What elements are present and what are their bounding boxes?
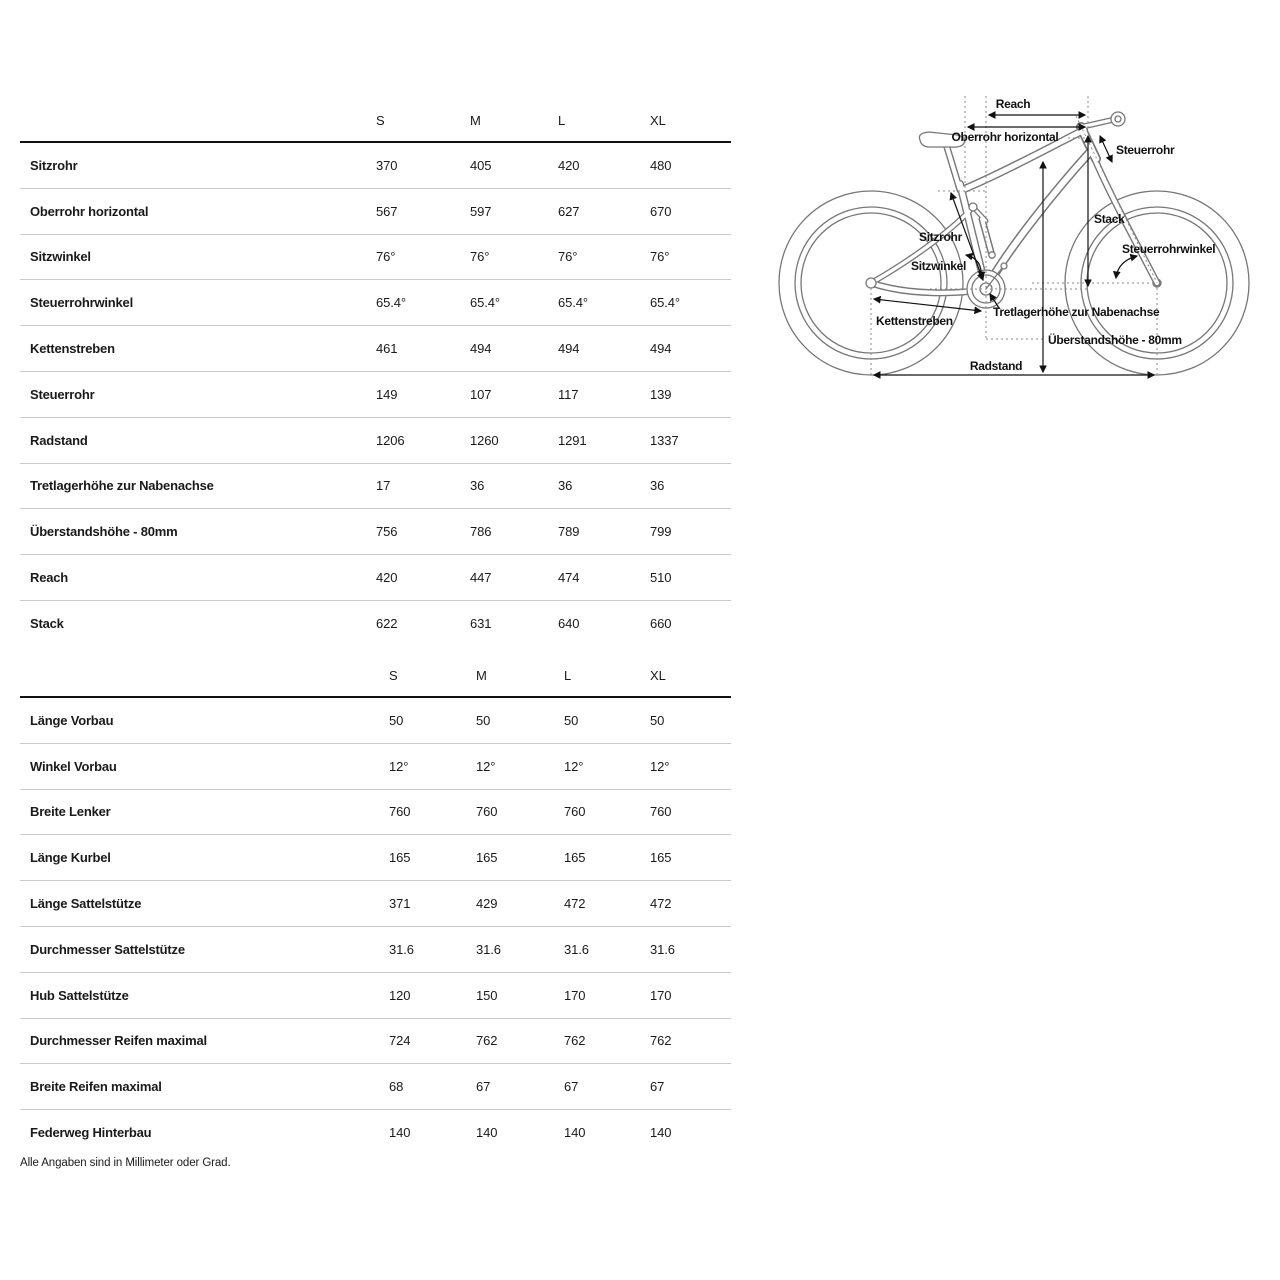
geometry-table-components (20, 654, 731, 1155)
table-row (20, 927, 731, 973)
row-value: 165 (564, 850, 586, 866)
stack-label: Stack (1094, 212, 1125, 226)
row-value: 567 (376, 203, 398, 219)
row-value: 12° (564, 758, 584, 774)
row-label: Durchmesser Reifen maximal (30, 1033, 207, 1049)
rear-dropout (866, 278, 876, 288)
head-angle-arc (1116, 256, 1137, 278)
row-value: 12° (389, 758, 409, 774)
row-label: Überstandshöhe - 80mm (30, 524, 178, 540)
row-value: 474 (558, 570, 580, 586)
row-label: Länge Kurbel (30, 850, 111, 866)
row-value: 31.6 (389, 941, 414, 957)
row-value: 67 (476, 1079, 491, 1095)
row-value: 371 (389, 896, 411, 912)
row-value: 76° (470, 249, 490, 265)
row-value: 149 (376, 386, 398, 402)
row-value: 447 (470, 570, 492, 586)
column-header: L (564, 667, 572, 683)
chainstay-label: Kettenstreben (876, 314, 953, 328)
row-value: 1291 (558, 432, 587, 448)
row-value: 670 (650, 203, 672, 219)
row-value: 480 (650, 157, 672, 173)
units-note: Alle Angaben sind in Millimeter oder Grad. (20, 1157, 231, 1169)
reach-label: Reach (995, 97, 1031, 111)
row-value: 1337 (650, 432, 679, 448)
wheelbase-label: Radstand (969, 359, 1023, 373)
row-value: 107 (470, 386, 492, 402)
row-value: 36 (470, 478, 485, 494)
row-value: 762 (476, 1033, 498, 1049)
row-value: 140 (650, 1125, 672, 1141)
table-row (20, 790, 731, 836)
row-value: 762 (650, 1033, 672, 1049)
row-value: 1260 (470, 432, 499, 448)
table-header (20, 99, 731, 143)
row-value: 65.4° (376, 295, 407, 311)
table-row (20, 835, 731, 881)
column-header: XL (650, 112, 666, 128)
row-label: Kettenstreben (30, 341, 115, 357)
row-value: 799 (650, 524, 672, 540)
row-label: Steuerrohr (30, 386, 95, 402)
row-value: 494 (558, 341, 580, 357)
table-row (20, 1019, 731, 1065)
row-value: 420 (376, 570, 398, 586)
row-value: 50 (650, 712, 665, 728)
table-row (20, 280, 731, 326)
row-value: 789 (558, 524, 580, 540)
shock-eyelet (989, 252, 995, 258)
row-value: 420 (558, 157, 580, 173)
table-row (20, 555, 731, 601)
table-row (20, 189, 731, 235)
row-value: 640 (558, 615, 580, 631)
seat-angle-label: Sitzwinkel (911, 259, 967, 273)
row-value: 36 (650, 478, 665, 494)
row-label: Länge Vorbau (30, 712, 114, 728)
row-label: Hub Sattelstütze (30, 987, 129, 1003)
row-value: 67 (650, 1079, 665, 1095)
row-label: Breite Reifen maximal (30, 1079, 162, 1095)
row-label: Oberrohr horizontal (30, 203, 149, 219)
row-value: 50 (389, 712, 404, 728)
headtube-arrow (1100, 136, 1112, 162)
row-value: 1206 (376, 432, 405, 448)
rocker-pivot (969, 203, 977, 211)
pedal (1001, 263, 1007, 269)
row-value: 756 (376, 524, 398, 540)
table-row (20, 372, 731, 418)
row-label: Durchmesser Sattelstütze (30, 941, 185, 957)
row-label: Steuerrohrwinkel (30, 295, 133, 311)
row-label: Federweg Hinterbau (30, 1125, 152, 1141)
row-label: Sitzrohr (30, 157, 78, 173)
row-value: 170 (650, 987, 672, 1003)
chainstay-arrow (874, 299, 981, 311)
row-value: 165 (650, 850, 672, 866)
table-row (20, 418, 731, 464)
column-header: M (470, 112, 481, 128)
row-value: 150 (476, 987, 498, 1003)
row-value: 165 (476, 850, 498, 866)
row-value: 68 (389, 1079, 404, 1095)
row-value: 622 (376, 615, 398, 631)
geometry-table-frame (20, 99, 731, 646)
row-value: 12° (476, 758, 496, 774)
row-value: 724 (389, 1033, 411, 1049)
row-value: 31.6 (476, 941, 501, 957)
bike-geometry-diagram (760, 80, 1280, 390)
row-value: 50 (564, 712, 579, 728)
row-value: 762 (564, 1033, 586, 1049)
row-value: 12° (650, 758, 670, 774)
row-label: Tretlagerhöhe zur Nabenachse (30, 478, 214, 494)
row-value: 117 (558, 386, 579, 402)
row-value: 140 (476, 1125, 498, 1141)
row-value: 65.4° (558, 295, 589, 311)
column-header: S (376, 112, 385, 128)
row-value: 760 (389, 804, 411, 820)
bb-height-label: Tretlagerhöhe zur Nabenachse (993, 305, 1160, 319)
column-header: XL (650, 667, 666, 683)
column-header: M (476, 667, 487, 683)
table-row (20, 973, 731, 1019)
row-value: 36 (558, 478, 573, 494)
row-value: 65.4° (650, 295, 681, 311)
row-value: 472 (564, 896, 586, 912)
headtube-label: Steuerrohr (1116, 143, 1175, 157)
row-value: 631 (470, 615, 492, 631)
row-value: 786 (470, 524, 492, 540)
row-value: 429 (476, 896, 498, 912)
table-row (20, 464, 731, 510)
row-value: 120 (389, 987, 411, 1003)
row-value: 461 (376, 341, 398, 357)
table-header (20, 654, 731, 698)
table-body (20, 698, 731, 1155)
row-value: 760 (476, 804, 498, 820)
column-header: L (558, 112, 566, 128)
row-value: 50 (476, 712, 491, 728)
row-value: 472 (650, 896, 672, 912)
row-value: 67 (564, 1079, 579, 1095)
row-value: 140 (564, 1125, 586, 1141)
table-row (20, 601, 731, 646)
row-value: 140 (389, 1125, 411, 1141)
seattube-label: Sitzrohr (919, 230, 962, 244)
row-value: 31.6 (564, 941, 589, 957)
table-body (20, 143, 731, 646)
row-label: Reach (30, 570, 69, 586)
table-row (20, 744, 731, 790)
table-row (20, 326, 731, 372)
row-value: 760 (564, 804, 586, 820)
table-row (20, 1110, 731, 1155)
column-header: S (389, 667, 398, 683)
standover-label: Überstandshöhe - 80mm (1048, 333, 1182, 347)
row-value: 170 (564, 987, 586, 1003)
row-label: Stack (30, 615, 64, 631)
row-value: 597 (470, 203, 492, 219)
row-value: 494 (470, 341, 492, 357)
row-value: 17 (376, 478, 391, 494)
row-value: 494 (650, 341, 672, 357)
row-value: 139 (650, 386, 672, 402)
row-label: Länge Sattelstütze (30, 896, 142, 912)
row-value: 405 (470, 157, 492, 173)
table-row (20, 881, 731, 927)
row-value: 76° (376, 249, 396, 265)
row-label: Breite Lenker (30, 804, 111, 820)
row-value: 660 (650, 615, 672, 631)
row-value: 760 (650, 804, 672, 820)
row-value: 76° (558, 249, 578, 265)
row-value: 65.4° (470, 295, 501, 311)
table-row (20, 235, 731, 281)
row-value: 31.6 (650, 941, 675, 957)
row-value: 165 (389, 850, 411, 866)
row-label: Radstand (30, 432, 88, 448)
row-value: 627 (558, 203, 580, 219)
row-value: 510 (650, 570, 672, 586)
row-value: 370 (376, 157, 398, 173)
row-value: 76° (650, 249, 670, 265)
table-row (20, 143, 731, 189)
row-label: Winkel Vorbau (30, 758, 117, 774)
table-row (20, 509, 731, 555)
head-angle-label: Steuerrohrwinkel (1122, 242, 1216, 256)
row-label: Sitzwinkel (30, 249, 91, 265)
toptube-label: Oberrohr horizontal (951, 130, 1059, 144)
table-row (20, 698, 731, 744)
table-row (20, 1064, 731, 1110)
